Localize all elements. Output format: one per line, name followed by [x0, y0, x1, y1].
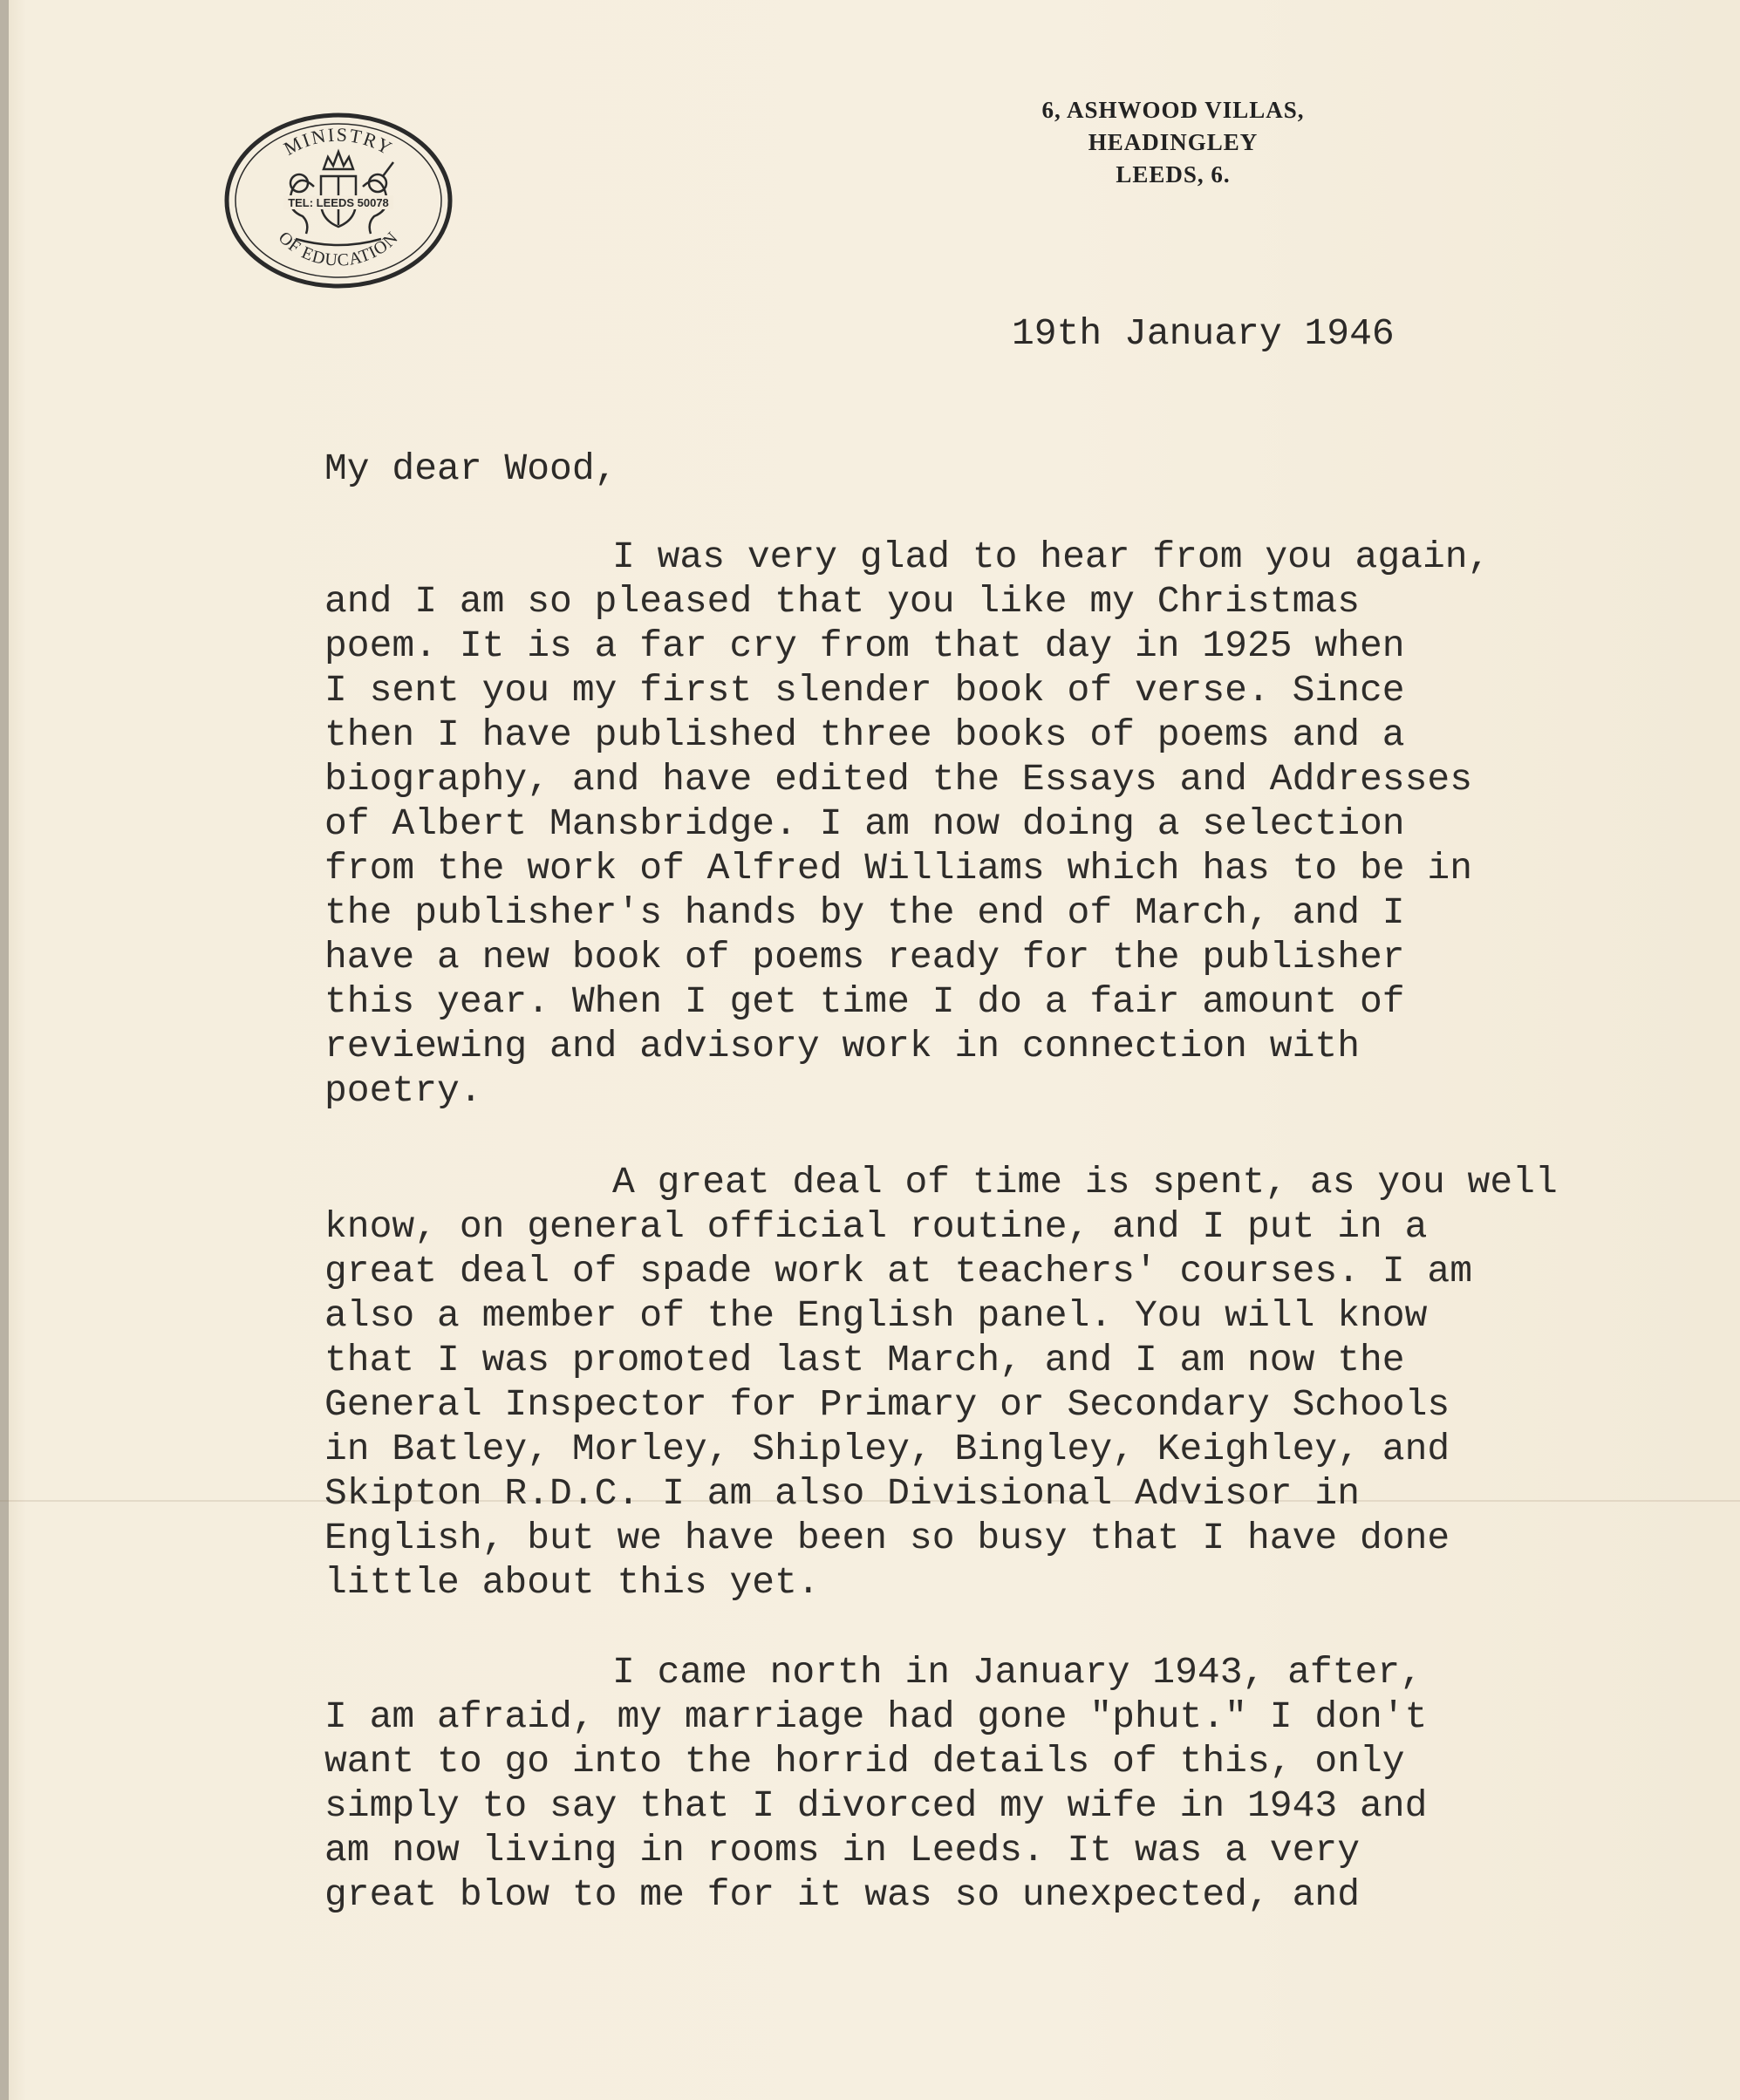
body-paragraph — [324, 1160, 1558, 1605]
seal-top-text: MINISTRY — [280, 123, 398, 160]
text-line: and I am so pleased that you like my Christmas — [324, 580, 1360, 623]
page-edge — [0, 0, 9, 2100]
text-line: I was very glad to hear from you again, — [612, 535, 1491, 578]
text-line: poetry. — [324, 1069, 482, 1112]
text-line: I sent you my first slender book of verse. Since — [324, 669, 1405, 712]
text-line: reviewing and advisory work in connection with — [324, 1025, 1360, 1067]
address-line: 6, ASHWOOD VILLAS, — [1041, 97, 1305, 123]
text-line: this year. When I get time I do a fair amount of — [324, 980, 1405, 1023]
text-line: know, on general official routine, and I put in a — [324, 1205, 1428, 1248]
text-line: the publisher's hands by the end of March, and I — [324, 891, 1405, 934]
text-line: also a member of the English panel. You will know — [324, 1294, 1428, 1337]
address-line: LEEDS, 6. — [1116, 161, 1231, 188]
text-line: then I have published three books of poems and a — [324, 713, 1405, 756]
text-line: have a new book of poems ready for the publisher — [324, 936, 1405, 978]
text-line: poem. It is a far cry from that day in 1925 when — [324, 624, 1405, 667]
text-line: Skipton R.D.C. I am also Divisional Advisor in — [324, 1472, 1360, 1515]
letterhead-address — [968, 94, 1378, 191]
text-line: I came north in January 1943, after, — [612, 1651, 1423, 1694]
text-line: that I was promoted last March, and I am now the — [324, 1339, 1405, 1381]
text-line: am now living in rooms in Leeds. It was a very — [324, 1829, 1360, 1872]
text-line: of Albert Mansbridge. I am now doing a selection — [324, 802, 1405, 845]
body-paragraph — [324, 535, 1490, 1113]
svg-text:OF EDUCATION — [275, 228, 403, 269]
text-line: simply to say that I divorced my wife in 1943 and — [324, 1784, 1428, 1827]
text-line: A great deal of time is spent, as you well — [612, 1161, 1558, 1203]
text-line: from the work of Alfred Williams which has to be in — [324, 847, 1473, 890]
salutation: My dear Wood, — [324, 447, 618, 490]
seal-bottom-text: OF EDUCATION — [274, 228, 403, 270]
seal-telephone-text: TEL: LEEDS 50078 — [288, 196, 389, 209]
text-line: want to go into the horrid details of this, only — [324, 1740, 1405, 1783]
text-line: great blow to me for it was so unexpected, and — [324, 1873, 1360, 1916]
text-line: General Inspector for Primary or Secondary Schools — [324, 1383, 1450, 1426]
ministry-seal-icon — [222, 112, 454, 290]
text-line: in Batley, Morley, Shipley, Bingley, Keighley, and — [324, 1428, 1450, 1470]
letter-date: 19th January 1946 — [1012, 312, 1395, 355]
address-line: HEADINGLEY — [1088, 129, 1259, 155]
text-line: English, but we have been so busy that I have done — [324, 1517, 1450, 1559]
text-line: I am afraid, my marriage had gone "phut." I don't — [324, 1695, 1428, 1738]
text-line: great deal of spade work at teachers' courses. I am — [324, 1250, 1473, 1292]
text-line: biography, and have edited the Essays and Addresses — [324, 758, 1473, 801]
text-line: little about this yet. — [324, 1561, 820, 1604]
body-paragraph — [324, 1650, 1427, 1917]
